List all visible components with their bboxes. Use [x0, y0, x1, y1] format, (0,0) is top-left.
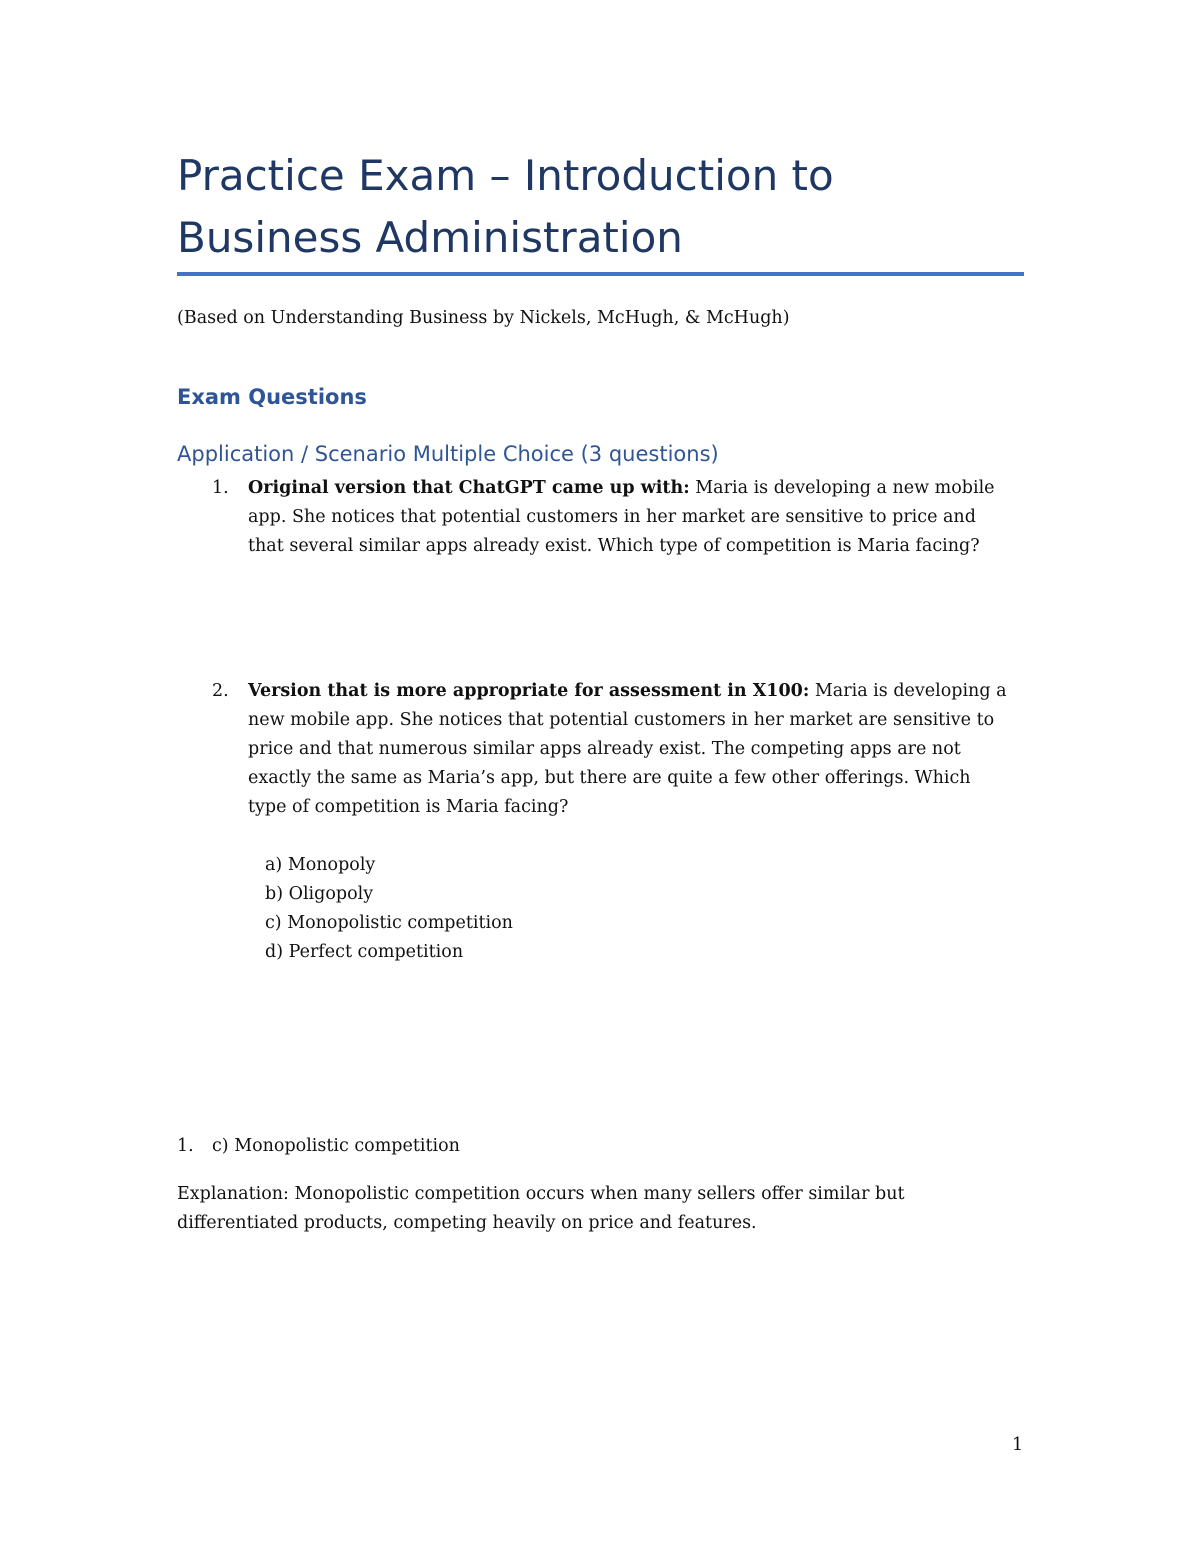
- question-1-label: Original version that ChatGPT came up with:: [248, 478, 690, 498]
- question-2-text-line-5: type of competition is Maria facing?: [248, 797, 569, 817]
- subsection-heading: Application / Scenario Multiple Choice (3 questions): [177, 442, 719, 466]
- question-2-option-c: c) Monopolistic competition: [265, 913, 513, 933]
- question-2-label: Version that is more appropriate for assessment in X100:: [248, 681, 810, 701]
- question-2-number: 2.: [212, 681, 229, 701]
- question-2-text-line-1: Maria is developing a: [809, 681, 1007, 701]
- question-2-option-d: d) Perfect competition: [265, 942, 464, 962]
- question-2-text-line-2: new mobile app. She notices that potential customers in her market are sensitive to: [248, 710, 995, 730]
- question-2-text-line-3: price and that numerous similar apps already exist. The competing apps are not: [248, 739, 961, 759]
- title-underline-rule: [177, 272, 1024, 276]
- answer-explanation-line-2: differentiated products, competing heavily on price and features.: [177, 1213, 757, 1233]
- question-2-option-a: a) Monopoly: [265, 855, 376, 875]
- question-1-first-line: [248, 478, 995, 498]
- answer-explanation-line-1: Explanation: Monopolistic competition occurs when many sellers offer similar but: [177, 1184, 905, 1204]
- question-1-number: 1.: [212, 478, 229, 498]
- question-2-first-line: [248, 681, 1007, 701]
- document-title-line-2: Business Administration: [177, 213, 683, 262]
- page-number: 1: [1012, 1435, 1024, 1455]
- question-2-text-line-4: exactly the same as Maria’s app, but there are quite a few other offerings. Which: [248, 768, 971, 788]
- question-1-text-line-1: Maria is developing a new mobile: [689, 478, 995, 498]
- section-heading: Exam Questions: [177, 385, 367, 409]
- answer-text: c) Monopolistic competition: [212, 1136, 460, 1156]
- question-2-option-b: b) Oligopoly: [265, 884, 374, 904]
- question-1-text-line-3: that several similar apps already exist. Which type of competition is Maria facing?: [248, 536, 980, 556]
- question-1-text-line-2: app. She notices that potential customers in her market are sensitive to price and: [248, 507, 976, 527]
- document-title-line-1: Practice Exam – Introduction to: [177, 151, 834, 200]
- answer-number: 1.: [177, 1136, 194, 1156]
- subtitle: (Based on Understanding Business by Nickels, McHugh, & McHugh): [177, 308, 790, 328]
